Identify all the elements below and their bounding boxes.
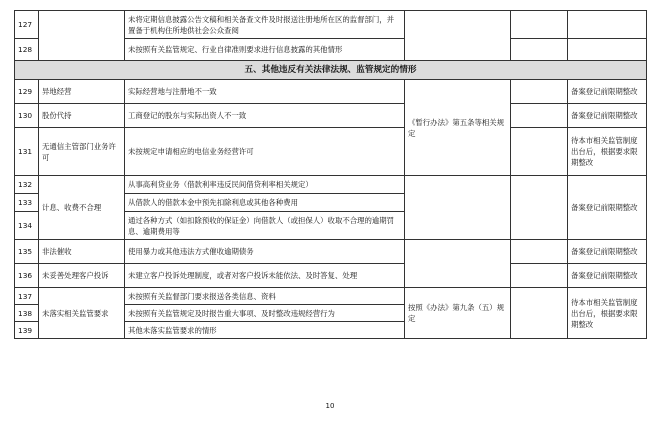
item-cell: 股份代持 [39, 104, 125, 128]
row-number: 135 [15, 240, 39, 264]
blank-cell [511, 39, 568, 61]
description-cell: 从事高利贷业务（借款利率违反民间借贷利率相关规定） [125, 176, 405, 194]
blank-cell [511, 104, 568, 128]
row-number: 134 [15, 212, 39, 240]
measure-cell [568, 11, 647, 39]
basis-cell [405, 176, 511, 240]
table-row [15, 128, 647, 176]
row-number: 132 [15, 176, 39, 194]
basis-cell: 《暂行办法》第五条等相关规定 [405, 80, 511, 176]
row-number: 137 [15, 288, 39, 305]
description-cell: 未按规定申请相应的电信业务经营许可 [125, 128, 405, 176]
blank-cell [511, 11, 568, 39]
basis-cell [405, 11, 511, 61]
table-row [15, 240, 647, 264]
basis-cell: 按照《办法》第九条（五）规定 [405, 288, 511, 339]
measure-cell: 备案登记前限期整改 [568, 176, 647, 240]
row-number: 128 [15, 39, 39, 61]
item-cell: 未落实相关监管要求 [39, 288, 125, 339]
row-number: 139 [15, 322, 39, 339]
description-cell: 通过各种方式（如扣除预收的保证金）向借款人（或担保人）收取不合理的逾期罚息、逾期费用等 [125, 212, 405, 240]
description-cell: 未按照有关监管规定、行业自律准则要求进行信息披露的其他情形 [125, 39, 405, 61]
section-title: 五、其他违反有关法律法规、监管规定的情形 [15, 61, 647, 80]
row-number: 136 [15, 264, 39, 288]
measure-cell: 备案登记前限期整改 [568, 104, 647, 128]
table-row [15, 264, 647, 288]
description-cell: 未将定期信息披露公告文稿和相关备查文件及时报送注册地所在区的监督部门，并置备于机构住所地供社会公众查阅 [125, 11, 405, 39]
item-cell [39, 11, 125, 61]
regulation-table [14, 10, 647, 339]
blank-cell [511, 128, 568, 176]
row-number: 131 [15, 128, 39, 176]
table-row [15, 176, 647, 194]
blank-cell [511, 80, 568, 104]
description-cell: 使用暴力或其他违法方式催收逾期债务 [125, 240, 405, 264]
item-cell: 异地经营 [39, 80, 125, 104]
item-cell: 未妥善处理客户投诉 [39, 264, 125, 288]
row-number: 138 [15, 305, 39, 322]
measure-cell: 备案登记前限期整改 [568, 264, 647, 288]
measure-cell: 待本市相关监管制度出台后，根据要求限期整改 [568, 288, 647, 339]
row-number: 129 [15, 80, 39, 104]
table-row [15, 104, 647, 128]
description-cell: 工商登记的股东与实际出资人不一致 [125, 104, 405, 128]
blank-cell [511, 240, 568, 264]
description-cell: 未按照有关监督部门要求报送各类信息、资料 [125, 288, 405, 305]
measure-cell [568, 39, 647, 61]
description-cell: 未建立客户投诉处理制度，或者对客户投诉未能依法、及时答复、处理 [125, 264, 405, 288]
row-number: 127 [15, 11, 39, 39]
description-cell: 未按照有关监管规定及时报告重大事项、及时整改违规经营行为 [125, 305, 405, 322]
row-number: 133 [15, 194, 39, 212]
table-row [15, 80, 647, 104]
row-number: 130 [15, 104, 39, 128]
blank-cell [511, 264, 568, 288]
table-row [15, 11, 647, 39]
blank-cell [511, 176, 568, 240]
section-header-row [15, 61, 647, 80]
table-row [15, 288, 647, 305]
page-number: 10 [325, 402, 335, 410]
description-cell: 实际经营地与注册地不一致 [125, 80, 405, 104]
item-cell: 无通信主管部门业务许可 [39, 128, 125, 176]
measure-cell: 备案登记前限期整改 [568, 240, 647, 264]
item-cell: 计息、收费不合理 [39, 176, 125, 240]
measure-cell: 备案登记前限期整改 [568, 80, 647, 104]
description-cell: 从借款人的借款本金中预先扣除利息或其他各种费用 [125, 194, 405, 212]
basis-cell [405, 240, 511, 288]
measure-cell: 待本市相关监管制度出台后，根据要求限期整改 [568, 128, 647, 176]
item-cell: 非法催收 [39, 240, 125, 264]
description-cell: 其他未落实监管要求的情形 [125, 322, 405, 339]
blank-cell [511, 288, 568, 339]
